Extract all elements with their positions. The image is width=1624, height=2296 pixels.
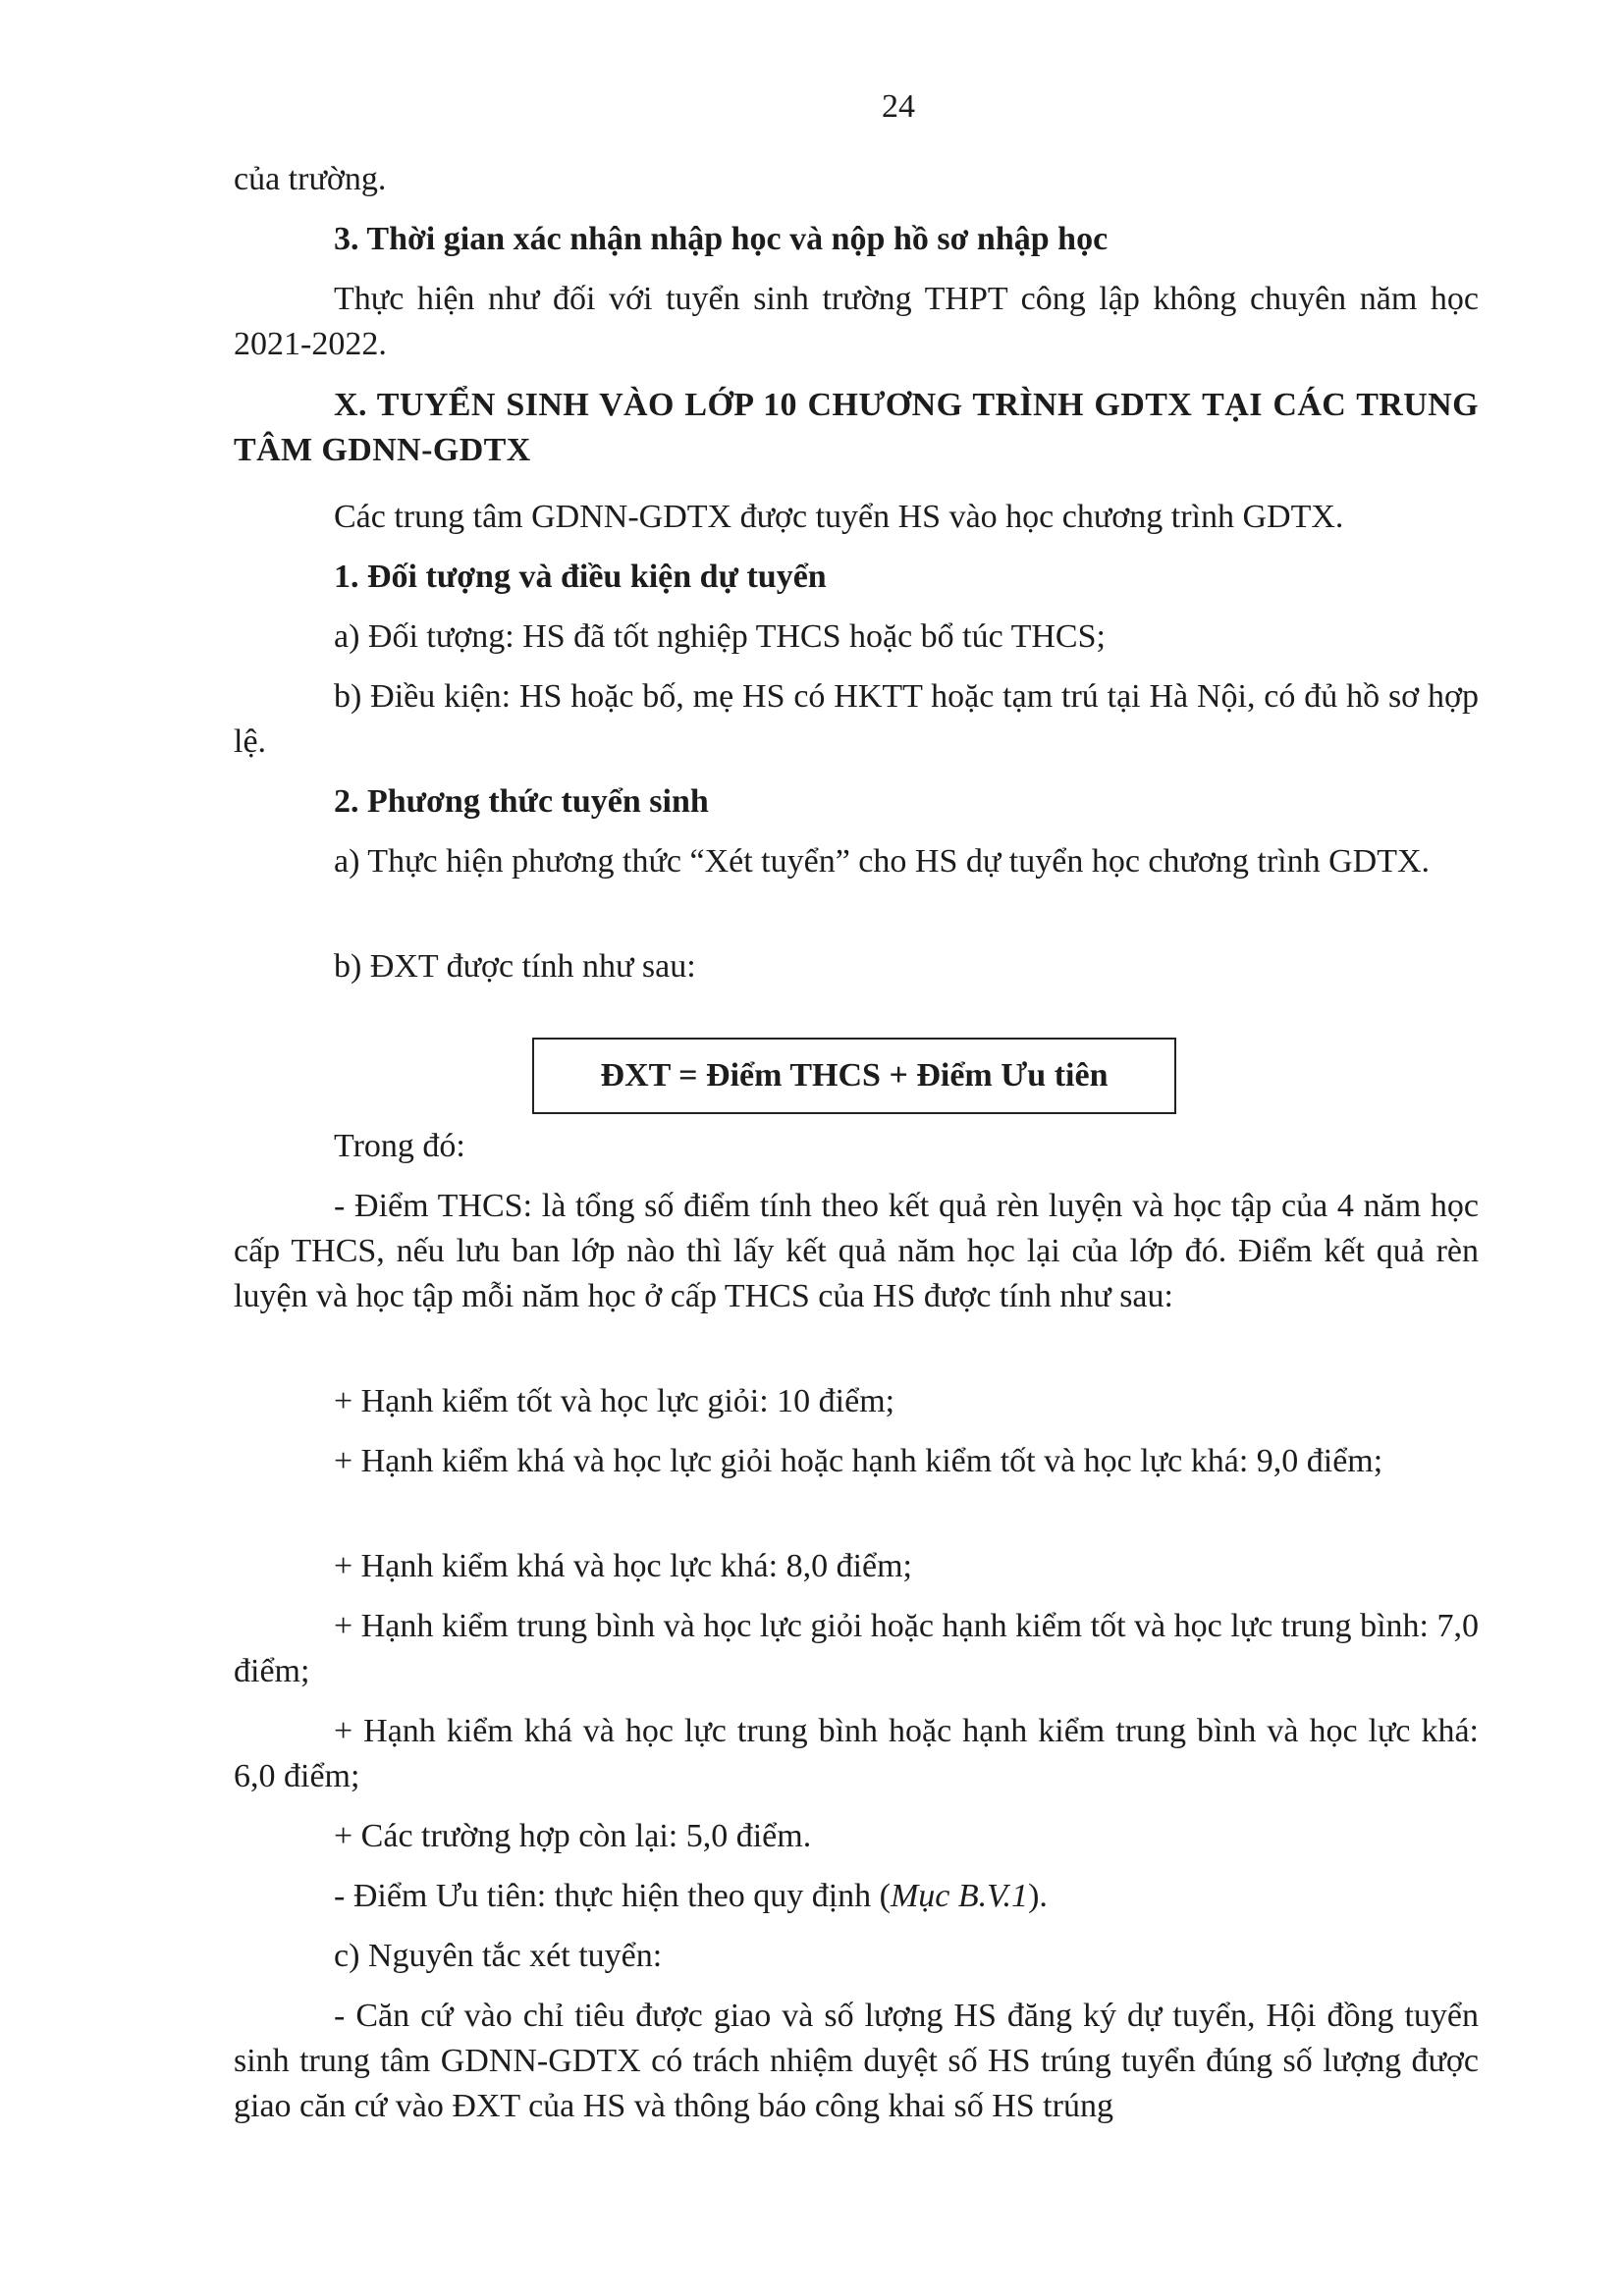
subheading-1: 1. Đối tượng và điều kiện dự tuyển: [334, 559, 827, 595]
item-b-formula-intro: b) ĐXT được tính như sau:: [334, 948, 696, 985]
rule-2: + Hạnh kiểm khá và học lực giỏi hoặc hạnh kiểm tốt và học lực khá: 9,0 điểm;: [334, 1443, 1383, 1479]
formula-text: ĐXT = Điểm THCS + Điểm Ưu tiên: [600, 1057, 1109, 1094]
priority-score-line: [334, 1874, 1048, 1919]
formula-box: [532, 1038, 1176, 1114]
paragraph-centers: Các trung tâm GDNN-GDTX được tuyển HS vào học chương trình GDTX.: [334, 499, 1344, 535]
section-heading-X: X. TUYỂN SINH VÀO LỚP 10 CHƯƠNG TRÌNH GDTX TẠI CÁC TRUNG TÂM GDNN-GDTX: [234, 387, 1479, 468]
paragraph-continuation: của trường.: [234, 161, 387, 197]
rule-4: + Hạnh kiểm trung bình và học lực giỏi hoặc hạnh kiểm tốt và học lực trung bình: 7,0 điểm;: [234, 1608, 1479, 1689]
where-label: Trong đó:: [334, 1128, 465, 1164]
item-c-principles: c) Nguyên tắc xét tuyển:: [334, 1938, 663, 1974]
item-a-subjects: a) Đối tượng: HS đã tốt nghiệp THCS hoặc bổ túc THCS;: [334, 618, 1106, 655]
rule-5: + Hạnh kiểm khá và học lực trung bình hoặc hạnh kiểm trung bình và học lực khá: 6,0 điểm;: [234, 1713, 1479, 1794]
priority-reference: Mục B.V.1: [890, 1878, 1029, 1914]
page-number: 24: [882, 88, 915, 125]
rule-6: + Các trường hợp còn lại: 5,0 điểm.: [334, 1818, 812, 1854]
paragraph-implementation: Thực hiện như đối với tuyển sinh trường THPT công lập không chuyên năm học 2021-2022.: [234, 281, 1479, 362]
item-a-method: a) Thực hiện phương thức “Xét tuyển” cho HS dự tuyển học chương trình GDTX.: [334, 843, 1431, 880]
item-b-conditions: b) Điều kiện: HS hoặc bố, mẹ HS có HKTT hoặc tạm trú tại Hà Nội, có đủ hồ sơ hợp lệ.: [234, 678, 1479, 760]
section-heading-3: 3. Thời gian xác nhận nhập học và nộp hồ sơ nhập học: [334, 221, 1109, 257]
priority-prefix: - Điểm Ưu tiên: thực hiện theo quy định (: [334, 1878, 891, 1914]
subheading-2: 2. Phương thức tuyển sinh: [334, 783, 709, 820]
thcs-score-definition: - Điểm THCS: là tổng số điểm tính theo kết quả rèn luyện và học tập của 4 năm học cấp THCS, nếu lưu ban lớp nào thì lấy kết quả năm học lại của lớp đó. Điểm kết quả rèn luyện và học tập mỗi năm học ở cấp THCS của HS được tính như sau:: [234, 1188, 1479, 1314]
rule-3: + Hạnh kiểm khá và học lực khá: 8,0 điểm;: [334, 1548, 913, 1584]
principle-paragraph: - Căn cứ vào chỉ tiêu được giao và số lượng HS đăng ký dự tuyển, Hội đồng tuyển sinh trung tâm GDNN-GDTX có trách nhiệm duyệt số HS trúng tuyển đúng số lượng được giao căn cứ vào ĐXT của HS và thông báo công khai số HS trúng: [234, 1998, 1479, 2124]
rule-1: + Hạnh kiểm tốt và học lực giỏi: 10 điểm;: [334, 1383, 895, 1419]
priority-suffix: ).: [1028, 1878, 1048, 1914]
